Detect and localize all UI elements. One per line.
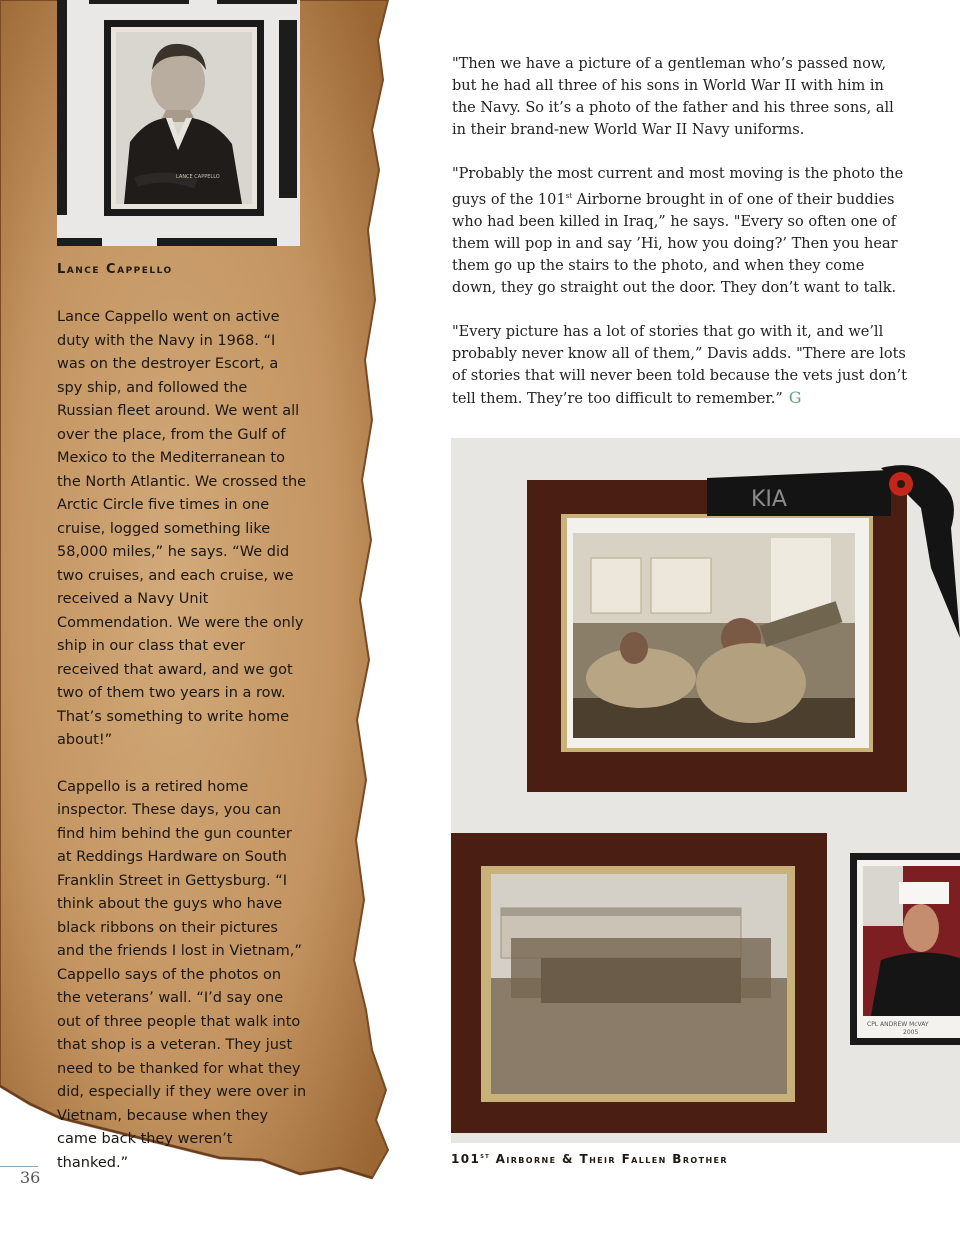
marine-portrait-name: CPL ANDREW McVAY <box>867 1021 929 1028</box>
p2-superscript: st <box>565 192 573 200</box>
page-number-rule <box>0 1166 38 1167</box>
portrait-signature: LANCE CAPPELLO <box>176 174 220 180</box>
memorial-wall-photo <box>451 438 960 1143</box>
adjacent-frame-right <box>279 20 297 198</box>
caption-number: 101 <box>451 1152 481 1166</box>
p3-text: "Every picture has a lot of stories that go with it, and we’ll probably never know all of them,” Davis adds. "There are lots of stories that will never been told because the vets just don’t tell them. They’re too difficult to remember.” <box>452 323 907 407</box>
left-paragraph: Lance Cappello went on active duty with the Navy in 1968. “I was on the destroyer Escort, a spy ship, and followed the Russian fleet around. We went all over the place, from the Gulf of Mexico to the Mediterranean to the North Atlantic. We crossed the Arctic Circle five times in one cruise, logged something like 58,000 miles,” he says. “We did two cruises, and each cruise, we received a Navy Unit Commendation. We were the only ship in our class that ever received that award, and we got two of them two years in a row. That’s something to write home about!” <box>57 309 307 748</box>
adjacent-frame-bottom-left <box>57 238 102 246</box>
right-paragraph <box>452 163 912 299</box>
right-paragraph: "Then we have a picture of a gentleman who’s passed now, but he had all three of his sons in World War II with him in the Navy. So it’s a photo of the father and his three sons, all in their brand-new World War II Navy uniforms. <box>452 56 894 138</box>
marine-portrait-year: 2005 <box>903 1029 919 1036</box>
page-number: 36 <box>20 1168 41 1187</box>
p2-text-start: "Probably the most current and most moving is the photo the guys of the 101 <box>452 166 904 208</box>
caption-superscript: st <box>480 1152 491 1160</box>
sailor-portrait <box>116 32 252 204</box>
right-article-body <box>452 53 912 432</box>
adjacent-frame-top <box>89 0 189 4</box>
left-paragraph: Cappello is a retired home inspector. These days, you can find him behind the gun counter at Reddings Hardware on South Franklin Street in Gettysburg. “I think about the guys who have black ribbons on their pictures and the friends I lost in Vietnam,” Cappello says of the photos on the veterans’ wall. “I’d say one out of three people that walk into that shop is a veteran. They just need to be thanked for what they did, especially if they were over in Vietnam, because when they came back they weren’t thanked.” <box>57 778 307 1171</box>
end-of-article-icon: G <box>788 387 802 407</box>
caption-text: Airborne & Their Fallen Brother <box>490 1152 728 1166</box>
memorial-wall-illustration <box>451 438 960 1143</box>
adjacent-frame-left <box>57 0 67 215</box>
left-article-body <box>57 306 307 1198</box>
portrait-frame <box>104 20 264 216</box>
adjacent-frame-bottom <box>157 238 277 246</box>
kia-label: KIA <box>751 487 787 512</box>
photo-caption-lance-cappello: Lance Cappello <box>57 262 173 277</box>
right-paragraph <box>452 321 912 410</box>
black-ribbon <box>707 470 891 516</box>
photo-caption-101st-airborne <box>451 1152 728 1166</box>
adjacent-frame-top-right <box>217 0 297 4</box>
navy-portrait-photo <box>57 0 300 246</box>
p2-text-end: Airborne brought in of one of their buddies who had been killed in Iraq,” he says. "Every so often one of them will pop in and say ’Hi, how you doing?’ Then you hear them go up the stairs to the photo, and when they come down, they go straight out the door. They don’t want to talk. <box>452 191 898 296</box>
